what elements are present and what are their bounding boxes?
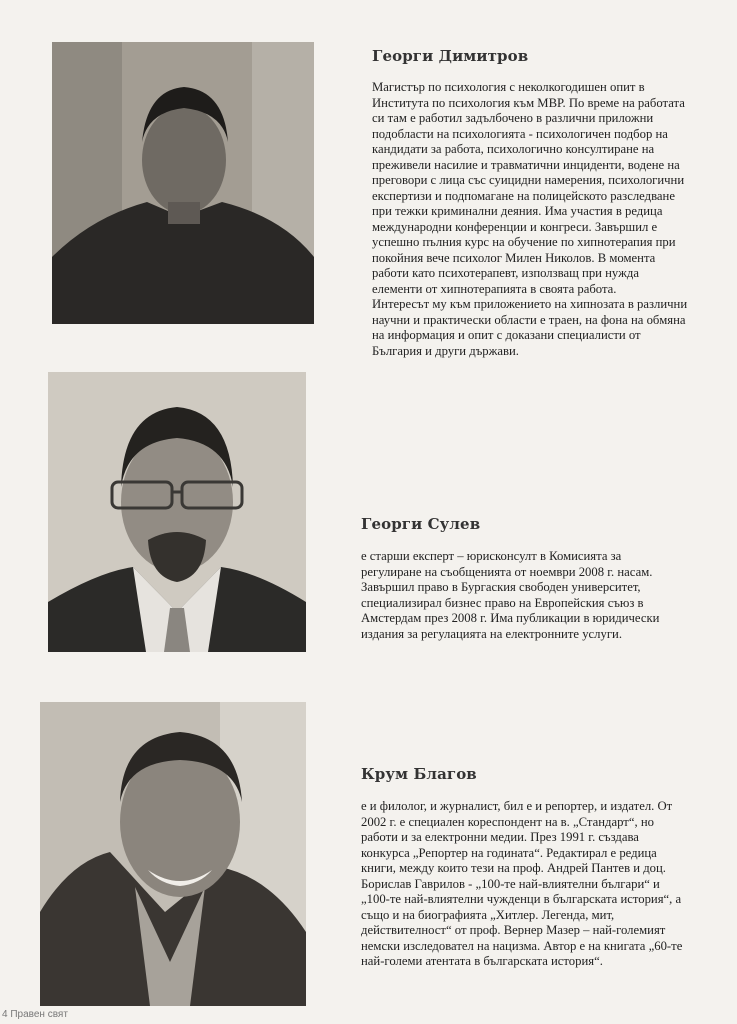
photo-georgi-sulev <box>48 372 306 652</box>
profile-bio-1 <box>372 80 690 359</box>
profile-bio-3 <box>361 799 686 970</box>
bio-paragraph: е и филолог, и журналист, бил е и репортер, и издател. От 2002 г. е специален кореспондент на в. „Стандарт“, но работи и за електронни медии. През 1991 г. създава конкурса „Репортер на годината“. Редактирал е редица книги, между които тези на проф. Андрей Пантев и доц. Борислав Гаврилов - „100-те най-влиятелни българи“ и „100-те най-влиятелни чужденци в българската история“, а също и на биографията „Хитлер. Легенда, мит, действителност“ от проф. Вернер Мазер – най-големият немски изследовател на нацизма. Автор е на книгата „60-те най-големи атентата в българската история“. <box>361 799 683 968</box>
photo-krum-blagov <box>40 702 306 1006</box>
profile-name-1: Георги Димитров <box>372 47 529 65</box>
profile-name-3: Крум Благов <box>361 765 477 783</box>
bio-paragraph: е старши експерт – юрисконсулт в Комисията за регулиране на съобщенията от ноември 2008 г. насам. Завършил право в Бургаския свободен университет, специализирал бизнес право на Европейския съюз в Амстердам през 2008 г. Има публикации в юридически издания за регулацията на електронните услуги. <box>361 549 660 641</box>
photo-georgi-dimitrov <box>52 42 314 324</box>
profile-name-2: Георги Сулев <box>361 515 481 533</box>
profile-bio-2 <box>361 549 681 642</box>
bio-paragraph: Магистър по психология с неколкогодишен опит в Института по психология към МВР. По време на работата си там е работил задълбочено в различни приложни подобласти на психологията - психологичен подбор на кандидати за работа, психологично консултиране на преживели насилие и травматични инциденти, водене на преговори с лица със суицидни намерения, психологични експертизи и подпомагане на полицейското разследване при тежки криминални деяния. Има участия в редица международни конференции и конгреси. Завършил е успешно пълния курс на обучение по хипнотерапия при покойния вече психолог Милен Николов. В момента работи като психотерапевт, използващ при нужда елементи от хипнотерапията в своята работа. <box>372 80 685 296</box>
bio-paragraph: Интересът му към приложението на хипнозата в различни научни и практически области е траен, на фона на обмяна на информация и опит с доказани специалисти от България и други държави. <box>372 297 688 358</box>
page-footer: 4 Правен свят <box>2 1009 68 1020</box>
